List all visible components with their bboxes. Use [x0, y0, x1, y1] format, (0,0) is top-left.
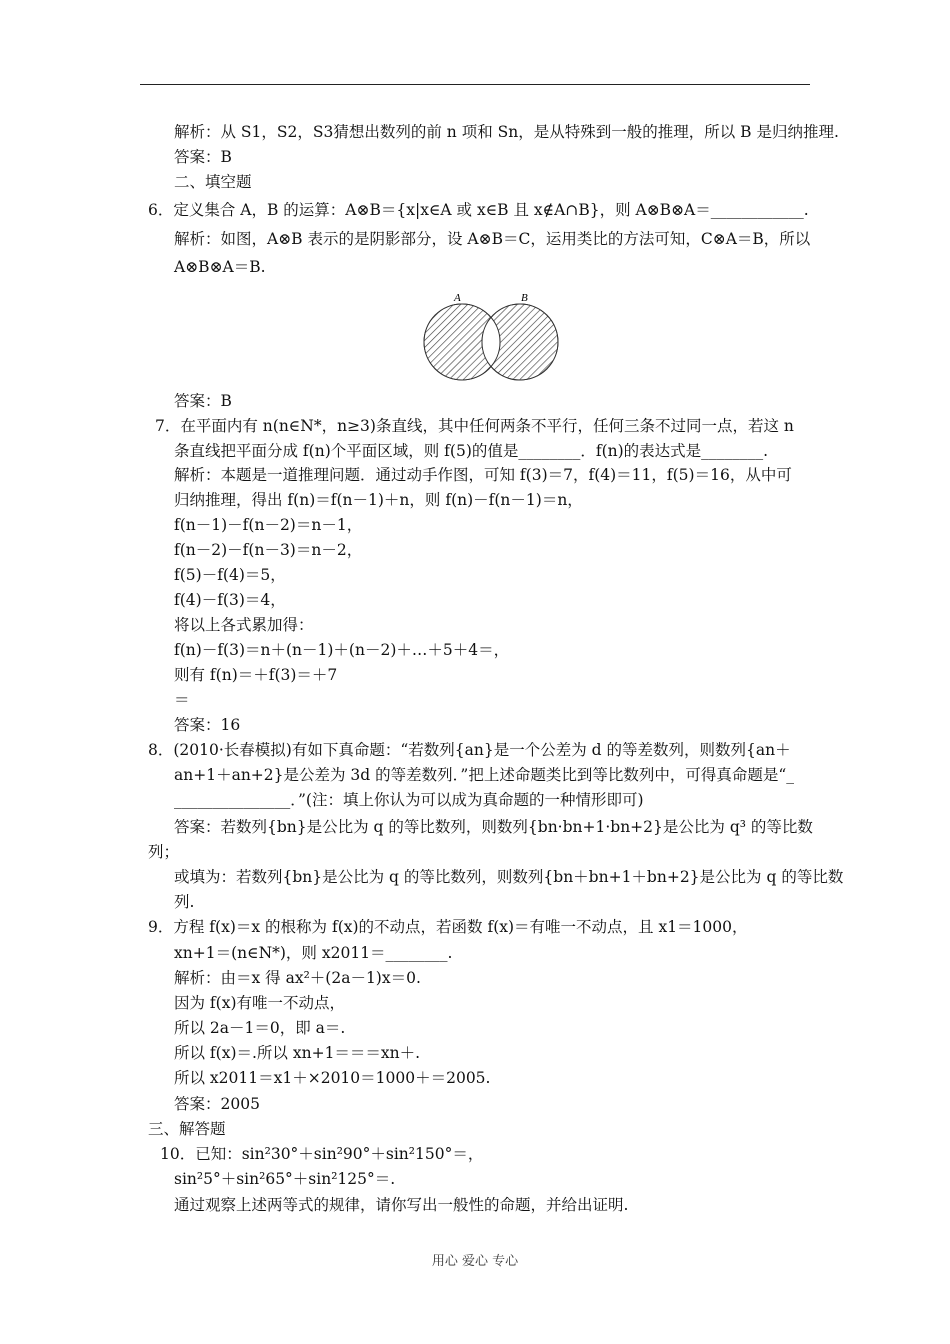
section-heading: 三、解答题 — [148, 1120, 226, 1138]
text-line: _______________．”(注：填上你认为可以成为真命题的一种情形即可) — [174, 791, 644, 809]
question-7: 7．在平面内有 n(n∈N*，n≥3)条直线，其中任何两条不平行，任何三条不过同一点，若这 n — [155, 417, 794, 435]
text-line: 解析：由＝x 得 ax²＋(2a－1)x＝0. — [174, 969, 421, 987]
question-6: 6．定义集合 A，B 的运算：A⊗B＝{x|x∈A 或 x∈B 且 x∉A∩B}，则 A⊗B⊗A＝____________. — [148, 201, 809, 219]
text-line: 或填为：若数列{bn}是公比为 q 的等比数列，则数列{bn＋bn+1＋bn+2}是公比为 q 的等比数 — [174, 868, 844, 886]
text-line: sin²5°＋sin²65°＋sin²125°＝. — [174, 1170, 396, 1188]
answer: 答案：2005 — [174, 1095, 260, 1113]
section-heading: 二、填空题 — [174, 173, 252, 191]
text-line: f(5)－f(4)＝5， — [174, 566, 286, 584]
text-line: 条直线把平面分成 f(n)个平面区域，则 f(5)的值是________．f(n)的表达式是________. — [174, 442, 769, 460]
text-line: f(n)－f(3)＝n＋(n－1)＋(n－2)＋…＋5＋4＝， — [174, 641, 510, 659]
text-line: 列； — [148, 843, 180, 861]
label-b: B — [521, 292, 528, 304]
text-line: 所以 2a－1＝0，即 a＝. — [174, 1019, 346, 1037]
answer: 答案：16 — [174, 716, 241, 734]
page-footer: 用心 爱心 专心 — [431, 1254, 519, 1269]
answer: 答案：若数列{bn}是公比为 q 的等比数列，则数列{bn·bn+1·bn+2}是公比为 q³ 的等比数 — [174, 818, 813, 836]
text-line: xn+1＝(n∈N*)，则 x2011＝________. — [174, 944, 453, 962]
text-line: 则有 f(n)＝＋f(3)＝＋7 — [174, 666, 338, 684]
text-line: 将以上各式累加得： — [174, 616, 314, 634]
text-line: f(4)－f(3)＝4， — [174, 591, 286, 609]
text-line: f(n－2)－f(n－3)＝n－2， — [174, 541, 363, 559]
question-9: 9．方程 f(x)＝x 的根称为 f(x)的不动点，若函数 f(x)＝有唯一不动点，且 x1＝1000， — [148, 918, 748, 936]
text-line: 解析：如图，A⊗B 表示的是阴影部分，设 A⊗B＝C，运用类比的方法可知，C⊗A＝B，所以 — [174, 230, 811, 248]
text-line: ＝ — [174, 691, 190, 709]
text-line: A⊗B⊗A＝B. — [174, 258, 266, 276]
text-line: 解析：从 S1，S2，S3猜想出数列的前 n 项和 Sn，是从特殊到一般的推理，所以 B 是归纳推理. — [174, 123, 839, 141]
text-line: 列. — [174, 893, 195, 911]
text-line: 因为 f(x)有唯一不动点， — [174, 994, 346, 1012]
header-rule — [140, 84, 810, 85]
text-line: 通过观察上述两等式的规律，请你写出一般性的命题，并给出证明. — [174, 1196, 629, 1214]
answer: 答案：B — [174, 392, 232, 410]
text-line: 解析：本题是一道推理问题．通过动手作图，可知 f(3)＝7，f(4)＝11，f(5)＝16，从中可 — [174, 466, 792, 484]
question-10: 10．已知：sin²30°＋sin²90°＋sin²150°＝， — [160, 1145, 484, 1163]
text-line: 所以 f(x)＝.所以 xn+1＝＝＝xn＋. — [174, 1044, 421, 1062]
text-line: 所以 x2011＝x1＋×2010＝1000＋＝2005. — [174, 1069, 491, 1087]
text-line: 答案：B — [174, 148, 232, 166]
label-a: A — [454, 292, 461, 304]
question-8: 8．(2010·长春模拟)有如下真命题：“若数列{an}是一个公差为 d 的等差数列，则数列{an＋ — [148, 741, 791, 759]
venn-diagram — [420, 288, 566, 386]
text-line: f(n－1)－f(n－2)＝n－1， — [174, 516, 363, 534]
text-line: an+1＋an+2}是公差为 3d 的等差数列．”把上述命题类比到等比数列中，可得真命题是“_ — [174, 766, 794, 784]
text-line: 归纳推理，得出 f(n)＝f(n－1)＋n，则 f(n)－f(n－1)＝n， — [174, 491, 583, 509]
